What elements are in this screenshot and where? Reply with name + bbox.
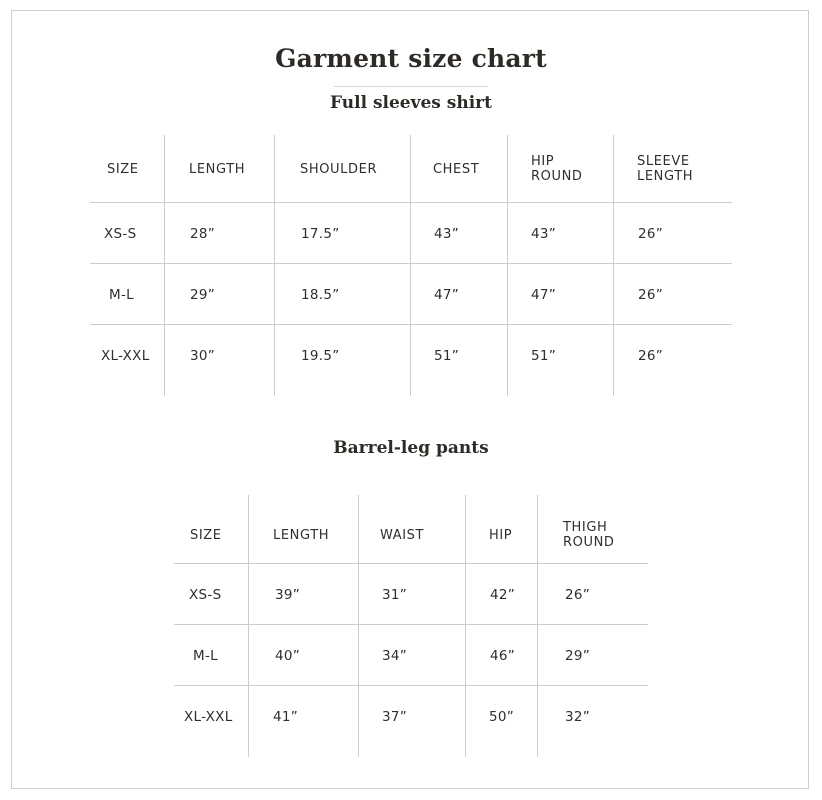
table-header-cell [531, 154, 583, 184]
table-header-cell [433, 162, 479, 177]
header-line: SHOULDER [300, 161, 378, 177]
measurement-cell: 43” [434, 226, 460, 242]
measurement-cell: 46” [490, 648, 516, 664]
measurement-cell: 28” [190, 226, 216, 242]
measurement-cell: 19.5” [301, 348, 340, 364]
title-divider [334, 86, 488, 87]
measurement-cell: 26” [565, 587, 591, 603]
measurement-cell: 32” [565, 709, 591, 725]
header-line: HIP [489, 527, 513, 543]
row-divider [174, 624, 648, 625]
table-header-cell [380, 528, 424, 543]
size-label-cell: XS-S [189, 587, 222, 603]
header-line: LENGTH [189, 161, 246, 177]
measurement-cell: 51” [531, 348, 557, 364]
column-divider [164, 135, 165, 396]
column-divider [274, 135, 275, 396]
size-label-cell: XS-S [104, 226, 137, 242]
table-header-cell [300, 162, 377, 177]
measurement-cell: 42” [490, 587, 516, 603]
measurement-cell: 40” [275, 648, 301, 664]
measurement-cell: 51” [434, 348, 460, 364]
column-divider [248, 495, 249, 757]
measurement-cell: 30” [190, 348, 216, 364]
shirt-table-title: Full sleeves shirt [329, 93, 492, 113]
measurement-cell: 47” [531, 287, 557, 303]
page-title: Garment size chart [275, 44, 547, 73]
header-line: SIZE [190, 527, 222, 543]
pants-table-title: Barrel-leg pants [333, 438, 489, 458]
measurement-cell: 41” [273, 709, 299, 725]
measurement-cell: 34” [382, 648, 408, 664]
table-header-cell [637, 154, 693, 184]
column-divider [507, 135, 508, 396]
measurement-cell: 26” [638, 226, 664, 242]
column-divider [410, 135, 411, 396]
row-divider [90, 202, 732, 203]
header-line: SLEEVE [637, 154, 690, 169]
header-line: WAIST [380, 527, 425, 543]
table-header-cell [190, 528, 222, 543]
header-line: THIGH [563, 520, 608, 535]
measurement-cell: 26” [638, 287, 664, 303]
measurement-cell: 18.5” [301, 287, 340, 303]
column-divider [358, 495, 359, 757]
header-line: HIP [531, 154, 555, 169]
header-line: ROUND [531, 169, 583, 184]
column-divider [537, 495, 538, 757]
header-line: ROUND [563, 535, 615, 550]
measurement-cell: 50” [489, 709, 515, 725]
row-divider [90, 324, 732, 325]
row-divider [174, 563, 648, 564]
table-header-cell [273, 528, 329, 543]
row-divider [174, 685, 648, 686]
chart-frame [11, 10, 809, 789]
header-line: LENGTH [637, 169, 694, 184]
measurement-cell: 37” [382, 709, 408, 725]
table-header-cell [489, 528, 512, 543]
header-line: LENGTH [273, 527, 330, 543]
measurement-cell: 17.5” [301, 226, 340, 242]
measurement-cell: 39” [275, 587, 301, 603]
table-header-cell [107, 162, 139, 177]
size-label-cell: M-L [193, 648, 218, 664]
measurement-cell: 47” [434, 287, 460, 303]
measurement-cell: 29” [190, 287, 216, 303]
size-label-cell: XL-XXL [101, 348, 150, 364]
measurement-cell: 43” [531, 226, 557, 242]
column-divider [613, 135, 614, 396]
measurement-cell: 29” [565, 648, 591, 664]
column-divider [465, 495, 466, 757]
table-header-cell [563, 520, 615, 550]
row-divider [90, 263, 732, 264]
size-label-cell: XL-XXL [184, 709, 233, 725]
table-header-cell [189, 162, 245, 177]
measurement-cell: 31” [382, 587, 408, 603]
header-line: SIZE [107, 161, 139, 177]
measurement-cell: 26” [638, 348, 664, 364]
size-label-cell: M-L [109, 287, 134, 303]
header-line: CHEST [433, 161, 480, 177]
